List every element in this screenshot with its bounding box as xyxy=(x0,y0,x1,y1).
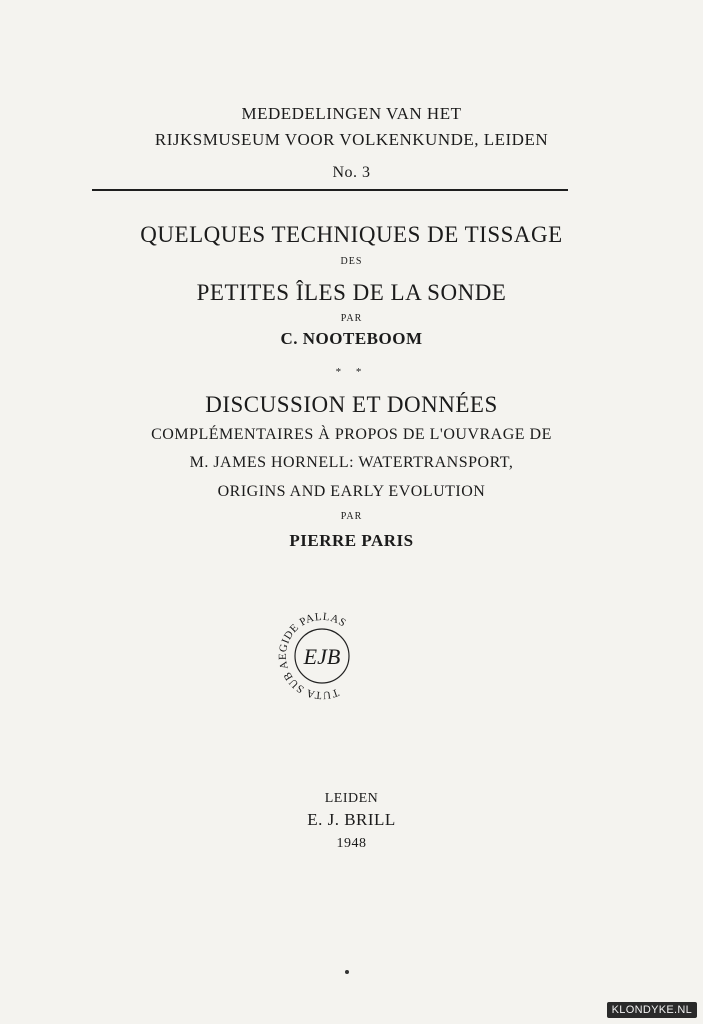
page-dot xyxy=(345,970,349,974)
work1-par: PAR xyxy=(340,313,363,324)
publisher-seal xyxy=(272,606,372,706)
seal-monogram: EJB xyxy=(303,644,341,669)
work2-author: PIERRE PARIS xyxy=(289,531,414,550)
work2-title-line-1: DISCUSSION ET DONNÉES xyxy=(205,392,498,417)
imprint-publisher: E. J. BRILL xyxy=(307,810,396,829)
work1-title-line-1: QUELQUES TECHNIQUES DE TISSAGE xyxy=(140,222,563,247)
series-line-1: MEDEDELINGEN VAN HET xyxy=(241,104,462,123)
work2-par: PAR xyxy=(340,511,363,522)
imprint-year: 1948 xyxy=(336,836,367,851)
imprint-city: LEIDEN xyxy=(324,791,379,806)
work2-title-line-3: M. JAMES HORNELL: WATERTRANSPORT, xyxy=(189,454,514,471)
work2-title-line-2: COMPLÉMENTAIRES À PROPOS DE L'OUVRAGE DE xyxy=(151,426,552,443)
separator-asterisks: * * xyxy=(335,366,368,378)
series-number: No. 3 xyxy=(332,164,371,181)
work1-title-line-2: PETITES ÎLES DE LA SONDE xyxy=(196,280,507,305)
work2-title-line-4: ORIGINS AND EARLY EVOLUTION xyxy=(217,483,486,500)
series-line-2: RIJKSMUSEUM VOOR VOLKENKUNDE, LEIDEN xyxy=(154,130,549,149)
work1-author: C. NOOTEBOOM xyxy=(280,329,423,348)
work1-des: DES xyxy=(340,256,363,267)
watermark-badge: KLONDYKE.NL xyxy=(607,1002,697,1018)
seal-motto: TUTA SUB AEGIDE PALLAS xyxy=(276,610,349,702)
divider-rule xyxy=(92,189,568,191)
